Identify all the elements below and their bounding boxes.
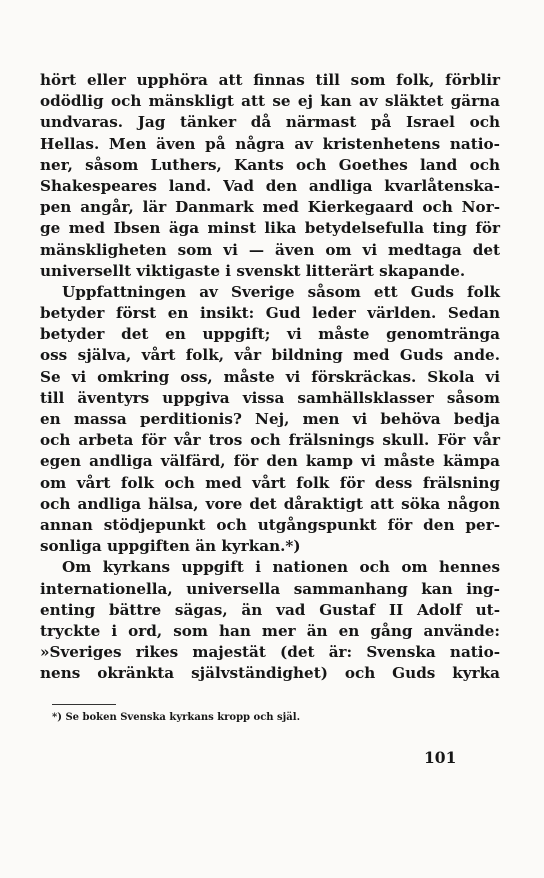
text-line: hört eller upphöra att finnas till som folk, förblir [40, 71, 500, 89]
text-line: Shakespeares land. Vad den andliga kvarlåtenska- [40, 176, 500, 195]
body-text [40, 70, 500, 684]
footnote-rule [52, 704, 116, 705]
text-line: och andliga hälsa, vore det dåraktigt att söka någon [40, 494, 500, 513]
text-line: Uppfattningen av Sverige såsom ett Guds folk [62, 282, 500, 301]
text-line: Se vi omkring oss, måste vi förskräckas. Skola vi [40, 367, 500, 386]
text-line: ge med Ibsen äga minst lika betydelsefulla ting för [40, 219, 500, 238]
text-line: oss själva, vårt folk, vår bildning med Guds ande. [40, 346, 500, 365]
text-line: sonliga uppgiften än kyrkan.*) [40, 537, 301, 556]
text-line: odödlig och mänskligt att se ej kan av släktet gärna [40, 92, 500, 111]
text-line: tryckte i ord, som han mer än en gång använde: [40, 621, 500, 640]
text-line: nens okränkta självständighet) och Guds kyrka [40, 664, 500, 683]
text-line: mänskligheten som vi — även om vi medtaga det [40, 240, 500, 259]
text-line: enting bättre sägas, än vad Gustaf II Adolf ut- [40, 600, 500, 619]
text-line: en massa perditionis? Nej, men vi behöva bedja [40, 410, 500, 428]
text-line: om vårt folk och med vårt folk för dess frälsning [40, 473, 500, 492]
text-line: Hellas. Men även på några av kristenhetens natio- [40, 134, 500, 153]
text-line: betyder det en uppgift; vi måste genomtränga [40, 325, 500, 344]
text-line: betyder först en insikt: Gud leder världen. Sedan [40, 304, 500, 323]
text-line: annan stödjepunkt och utgångspunkt för den per- [40, 515, 500, 534]
text-line: och arbeta för vår tros och frälsnings skull. För vår [40, 431, 500, 450]
text-line: pen angår, lär Danmark med Kierkegaard och Nor- [40, 198, 500, 217]
page-number: 101 [424, 748, 457, 767]
text-line: till äventyrs uppgiva vissa samhällsklasser såsom [40, 388, 500, 407]
text-line: universellt viktigaste i svenskt litterärt skapande. [40, 261, 466, 280]
text-line: Om kyrkans uppgift i nationen och om hennes [62, 558, 500, 577]
text-line: internationella, universella sammanhang kan ing- [40, 579, 500, 598]
footnote: *) Se boken Svenska kyrkans kropp och själ. [52, 712, 301, 723]
text-line: egen andliga välfärd, för den kamp vi måste kämpa [40, 452, 500, 471]
text-line: ner, såsom Luthers, Kants och Goethes land och [40, 155, 500, 174]
text-line: undvaras. Jag tänker då närmast på Israel och [40, 113, 500, 132]
text-line: »Sveriges rikes majestät (det är: Svenska natio- [40, 643, 500, 662]
